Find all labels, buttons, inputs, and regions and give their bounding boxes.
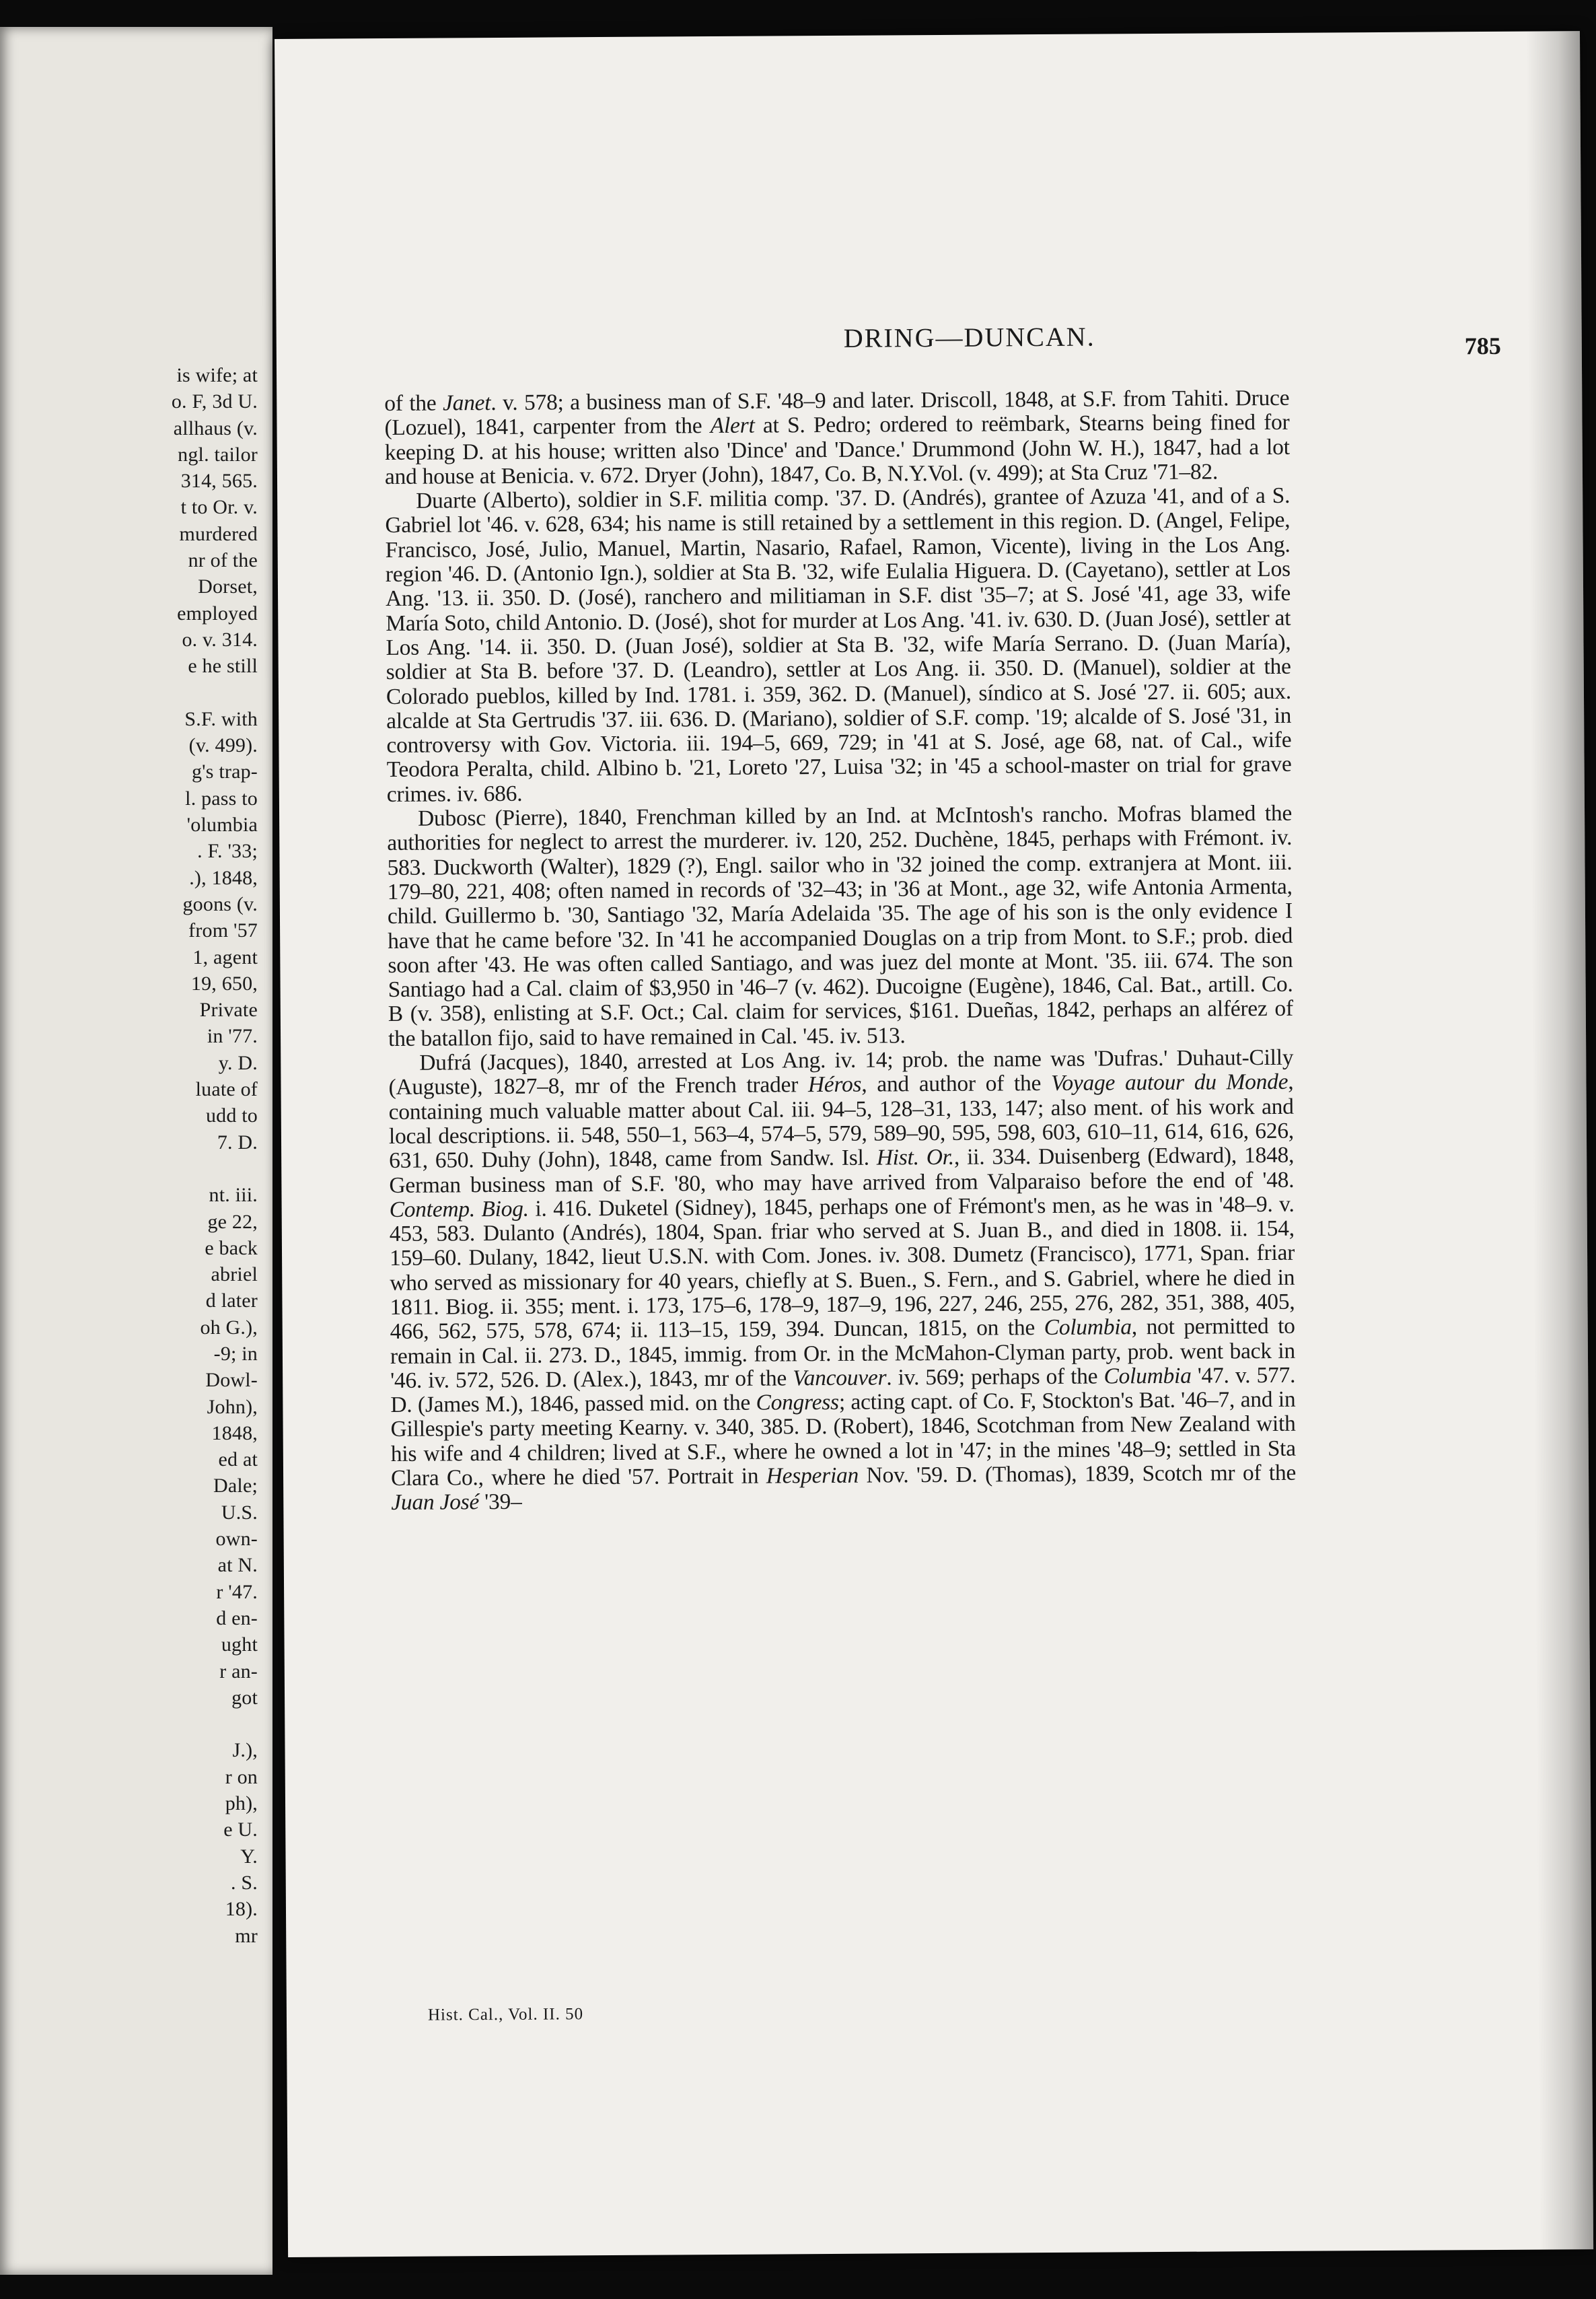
left-fragment-line: S.F. with bbox=[184, 707, 258, 730]
left-fragment-line: 19, 650, bbox=[190, 972, 258, 995]
left-fragment-line: at N. bbox=[217, 1554, 258, 1577]
left-fragment-line: got bbox=[231, 1686, 258, 1709]
left-fragment-line: g's trap- bbox=[191, 761, 258, 783]
left-facing-page bbox=[0, 27, 273, 2275]
page-edge-shadow bbox=[1526, 31, 1593, 2249]
left-fragment-line: r on bbox=[225, 1765, 258, 1788]
left-fragment-line: 18). bbox=[225, 1898, 258, 1921]
left-fragment-line: from '57 bbox=[188, 919, 258, 942]
left-fragment-line: o. F, 3d U. bbox=[171, 390, 258, 413]
running-head: DRING—DUNCAN. bbox=[843, 321, 1095, 353]
left-fragment-line: .), 1848, bbox=[189, 866, 258, 889]
left-fragment-line: 1, agent bbox=[192, 946, 258, 968]
left-fragment-line: nr of the bbox=[188, 549, 258, 572]
left-fragment-line: y. D. bbox=[218, 1051, 258, 1074]
left-fragment-line: e back bbox=[205, 1236, 258, 1259]
left-fragment-line: r '47. bbox=[216, 1580, 258, 1603]
left-fragment-line: . F. '33; bbox=[197, 840, 258, 863]
left-fragment-line: ught bbox=[221, 1633, 258, 1656]
entry-paragraph: Duarte (Alberto), soldier in S.F. militia comp. '37. D. (Andrés), grantee of Azuza '41, and of a S. Gabriel lot '46. v. 628, 634; his name is still retained by a settlement in this region. D. (Angel, Felipe, Francisco, José, Julio, Manuel, Martin, Nasario, Rafael, Ramon, Vicente), living in the Los Ang. region '46. D. (Antonio Ign.), soldier at Sta B. '32, wife Eulalia Higuera. D. (Cayetano), settler at Los Ang. '13. ii. 350. D. (José), ranchero and militiaman in S.F. dist '35–7; at S. José '41, age 33, wife María Soto, child Antonio. D. (José), shot for murder at Los Ang. '41. iv. 630. D. (Juan José), settler at Los Ang. '14. ii. 350. D. (Juan José), soldier at Sta B. '32, wife María Serrano. D. (Juan María), soldier at Sta B. before '37. D. (Leandro), settler at Los Ang. ii. 350. D. (Manuel), soldier at the Colorado pueblos, killed by Ind. 1781. i. 359, 362. D. (Manuel), síndico at S. José '27. ii. 605; aux. alcalde at Sta Gertrudis '37. iii. 636. D. (Mariano), soldier of S.F. comp. '19; alcalde of S. José '31, in controversy with Gov. Victoria. iii. 194–5, 669, 729; in '41 at S. José, age 68, nat. of Cal., wife Teodora Peralta, child. Albino b. '21, Loreto '27, Luisa '32; in '45 a school-master on trial for grave crimes. iv. 686. bbox=[385, 483, 1292, 807]
left-fragment-line: 1848, bbox=[211, 1421, 258, 1444]
left-fragment-line: d later bbox=[205, 1289, 258, 1312]
left-fragment-line: Dorset, bbox=[198, 575, 258, 598]
left-fragment-line: Y. bbox=[240, 1845, 258, 1868]
left-fragment-line: nt. iii. bbox=[209, 1184, 258, 1207]
left-fragment-line: 'olumbia bbox=[186, 814, 258, 837]
left-fragment-line: (v. 499). bbox=[188, 734, 258, 757]
left-page-text-fragments bbox=[2, 362, 258, 1949]
left-fragment-line: e U. bbox=[223, 1818, 258, 1841]
left-fragment-line: own- bbox=[215, 1528, 258, 1551]
left-fragment-line: John), bbox=[207, 1395, 258, 1418]
entry-paragraph: Dufrá (Jacques), 1840, arrested at Los Ang. iv. 14; prob. the name was 'Dufras.' Duhaut-Cilly (Auguste), 1827–8, mr of the French trader Héros, and author of the Voyage autour du Monde, containing much valuable matter about Cal. iii. 94–5, 128–31, 133, 147; also ment. of his work and local descriptions. ii. 548, 550–1, 563–4, 574–5, 579, 589–90, 595, 598, 603, 610–11, 614, 616, 626, 631, 650. Duhy (John), 1848, came from Sandw. Isl. Hist. Or., ii. 334. Duisenberg (Edward), 1848, German business man of S.F. '80, who may have arrived from Valparaiso before the end of '48. Contemp. Biog. i. 416. Duketel (Sidney), 1845, perhaps one of Frémont's men, as he was in '48–9. v. 453, 583. Dulanto (Andrés), 1804, Span. friar who served at S. Juan B., and died in 1808. ii. 154, 159–60. Dulany, 1842, lieut U.S.N. with Com. Jones. iv. 308. Dumetz (Francisco), 1771, Span. friar who served as missionary for 40 years, chiefly at S. Buen., S. Fern., and S. Gabriel, where he died in 1811. Biog. ii. 355; ment. i. 173, 175–6, 178–9, 187–9, 196, 227, 246, 255, 276, 282, 351, 388, 405, 466, 562, 575, 578, 674; ii. 113–15, 159, 394. Duncan, 1815, on the Columbia, not permitted to remain in Cal. ii. 273. D., 1845, immig. from Or. in the McMahon-Clyman party, prob. went back in '46. iv. 572, 526. D. (Alex.), 1843, mr of the Vancouver. iv. 569; perhaps of the Columbia '47. v. 577. D. (James M.), 1846, passed mid. on the Congress; acting capt. of Co. F, Stockton's Bat. '46–7, and in Gillespie's party meeting Kearny. v. 340, 385. D. (Robert), 1846, Scotchman from New Zealand with his wife and 4 children; lived at S.F., where he owned a lot in '47; in the mines '48–9; settled in Sta Clara Co., where he died '57. Portrait in Hesperian Nov. '59. D. (Thomas), 1839, Scotch mr of the Juan José '39– bbox=[388, 1045, 1297, 1516]
left-fragment-line: abriel bbox=[211, 1263, 258, 1286]
left-fragment-line: Private bbox=[199, 999, 258, 1022]
left-fragment-line: ge 22, bbox=[207, 1210, 258, 1233]
left-fragment-line: is wife; at bbox=[176, 364, 258, 386]
left-fragment-line: J.), bbox=[232, 1739, 258, 1762]
left-fragment-line: t to Or. v. bbox=[180, 496, 258, 519]
left-fragment-line: ngl. tailor bbox=[178, 443, 258, 466]
left-fragment-line: . S. bbox=[231, 1871, 258, 1894]
signature-line: Hist. Cal., Vol. II. 50 bbox=[427, 2005, 584, 2024]
main-page bbox=[275, 31, 1593, 2257]
left-fragment-line: Dale; bbox=[213, 1475, 258, 1497]
left-fragment-line: Dowl- bbox=[205, 1369, 258, 1392]
left-fragment-line: U.S. bbox=[221, 1501, 258, 1524]
left-fragment-line: ph), bbox=[225, 1792, 258, 1815]
entry-paragraph: Dubosc (Pierre), 1840, Frenchman killed by an Ind. at McIntosh's rancho. Mofras blamed the authorities for neglect to arrest the murderer. iv. 120, 252. Duchène, 1845, perhaps with Frémont. iv. 583. Duckworth (Walter), 1829 (?), Engl. sailor who in '32 joined the comp. extranjera at Mont. iii. 179–80, 221, 408; often named in records of '32–43; in '36 at Mont., age 32, wife Antonia Armenta, child. Guillermo b. '30, Santiago '32, María Adelaida '35. The age of his son is the only evidence I have that he came before '32. In '41 he accompanied Douglas on a trip from Mont. to S.F.; prob. died soon after '43. He was often called Santiago, and was juez del monte at Mont. '35. iii. 674. The son Santiago had a Cal. claim of $3,950 in '46–7 (v. 462). Ducoigne (Eugène), 1846, Cal. Bat., artill. Co. B (v. 358), enlisting at S.F. Oct.; Cal. claim for services, $161. Dueñas, 1842, perhaps an alférez of the batallon fijo, said to have remained in Cal. '45. iv. 513. bbox=[387, 800, 1293, 1051]
left-fragment-line: murdered bbox=[179, 522, 258, 545]
left-fragment-line: mr bbox=[235, 1924, 258, 1947]
left-fragment-line: in '77. bbox=[207, 1025, 258, 1048]
left-fragment-line: 7. D. bbox=[217, 1131, 258, 1154]
left-fragment-line: ed at bbox=[218, 1448, 258, 1471]
left-fragment-line: udd to bbox=[205, 1104, 258, 1127]
left-fragment-line: employed bbox=[177, 602, 258, 625]
left-fragment-line: -9; in bbox=[213, 1342, 258, 1365]
left-fragment-line: l. pass to bbox=[185, 787, 258, 810]
left-fragment-line: luate of bbox=[195, 1078, 258, 1101]
page-number: 785 bbox=[1464, 332, 1501, 360]
body-text bbox=[384, 386, 1296, 1516]
left-fragment-line: e he still bbox=[188, 655, 258, 678]
left-fragment-line: d en- bbox=[216, 1606, 258, 1629]
left-fragment-line bbox=[2, 1711, 258, 1737]
entry-paragraph: of the Janet. v. 578; a business man of S.F. '48–9 and later. Driscoll, 1848, at S.F. from Tahiti. Druce (Lozuel), 1841, carpenter from the Alert at S. Pedro; ordered to reëmbark, Stearns being fined for keeping D. at his house; written also 'Dince' and 'Dance.' Drummond (John W. H.), 1847, had a lot and house at Benicia. v. 672. Dryer (John), 1847, Co. B, N.Y.Vol. (v. 499); at Sta Cruz '71–82. bbox=[384, 385, 1290, 489]
left-fragment-line: r an- bbox=[219, 1660, 258, 1683]
left-fragment-line: o. v. 314. bbox=[182, 628, 258, 651]
left-fragment-line: oh G.), bbox=[200, 1316, 258, 1339]
left-fragment-line: allhaus (v. bbox=[173, 417, 258, 439]
left-fragment-line: 314, 565. bbox=[180, 470, 258, 493]
left-fragment-line bbox=[2, 680, 258, 706]
left-fragment-line: goons (v. bbox=[182, 892, 258, 915]
left-fragment-line bbox=[2, 1156, 258, 1182]
